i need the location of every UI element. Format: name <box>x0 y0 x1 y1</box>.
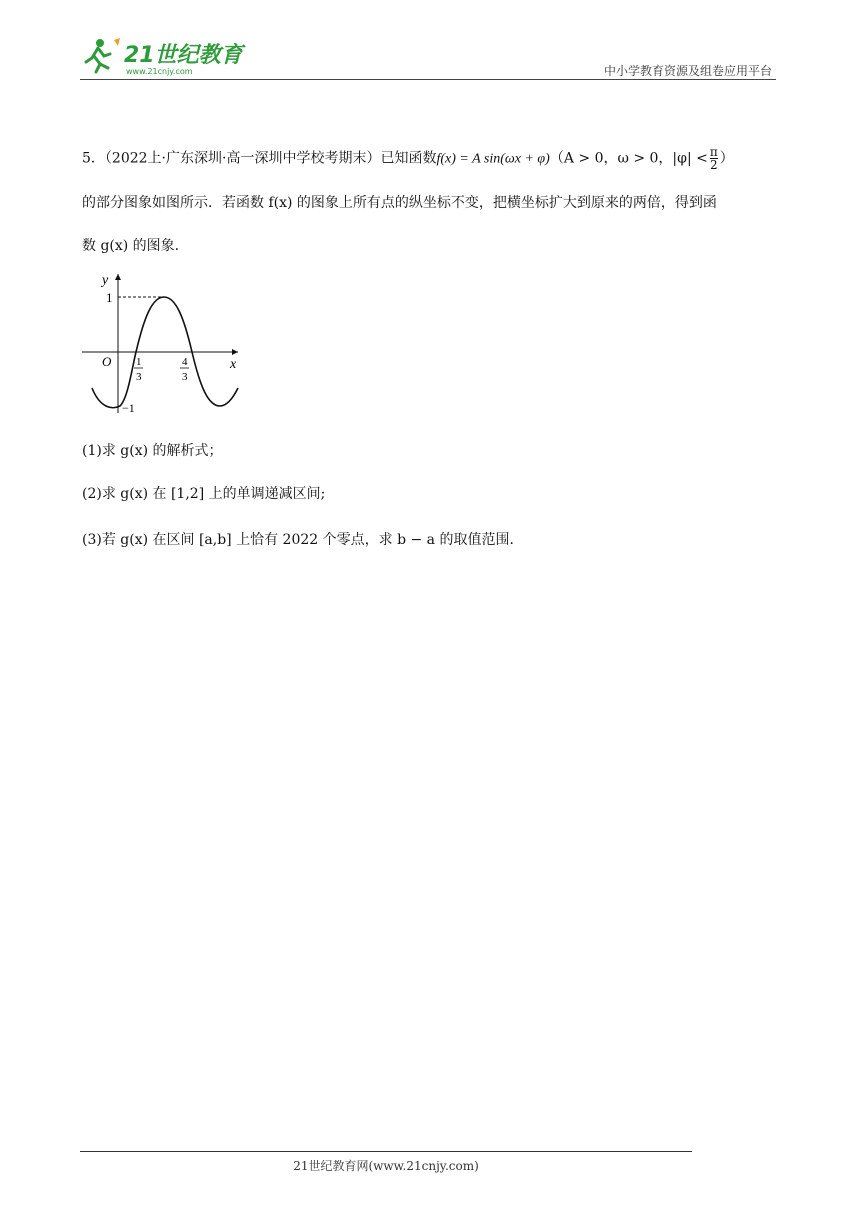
part-2: (2)求 g(x) 在 [1,2] 上的单调递减区间; <box>82 486 326 502</box>
zero1-numerator: 1 <box>136 356 142 368</box>
svg-text:www.21cnjy.com: www.21cnjy.com <box>126 67 193 76</box>
part-1: (1)求 g(x) 的解析式； <box>82 443 223 459</box>
sine-graph <box>80 268 245 418</box>
x-axis-label: x <box>230 357 237 372</box>
question-line-2: 的部分图象如图所示．若函数 f(x) 的图象上所有点的纵坐标不变，把横坐标扩大到原来的两倍，得到函 <box>82 195 717 211</box>
origin-label: O <box>102 354 112 369</box>
function-expression: f(x) = A sin(ωx + φ) <box>436 151 550 167</box>
question-source: （2022上·广东深圳·高一深圳中学校考期末）已知函数 <box>104 150 437 167</box>
pi-over-two: $\frac{\pi}{2}$ <box>709 145 718 172</box>
part-3: (3)若 g(x) 在区间 [a,b] 上恰有 2022 个零点，求 b − a 的取值范围． <box>82 532 524 548</box>
y-axis-label: y <box>102 273 109 288</box>
parameter-conditions: （A > 0，ω > 0，|φ| < <box>549 150 708 167</box>
question-line-3: 数 g(x) 的图象． <box>82 238 189 254</box>
platform-name: 中小学教育资源及组卷应用平台 <box>603 64 772 78</box>
zero2-denominator: 3 <box>182 371 188 383</box>
footer-text: 21世纪教育网(www.21cnjy.com) <box>293 1159 479 1173</box>
footer <box>0 1157 860 1174</box>
footer-divider <box>80 1151 692 1152</box>
zero2-numerator: 4 <box>182 356 188 368</box>
question-number: 5． <box>82 150 105 167</box>
runner-icon <box>86 38 120 72</box>
question-line-1: 5．（2022上·广东深圳·高一深圳中学校考期末）已知函数f(x) = A sin(ωx + φ)（A > 0，ω > 0，|φ| < $\frac{\pi}{2}$ ） <box>82 145 734 172</box>
svg-text:21世纪教育: 21世纪教育 <box>124 43 243 68</box>
y-min-label: −1 <box>122 401 135 415</box>
site-logo <box>84 34 254 78</box>
header-divider <box>80 79 776 80</box>
zero1-denominator: 3 <box>136 371 142 383</box>
y-max-label: 1 <box>106 290 113 305</box>
